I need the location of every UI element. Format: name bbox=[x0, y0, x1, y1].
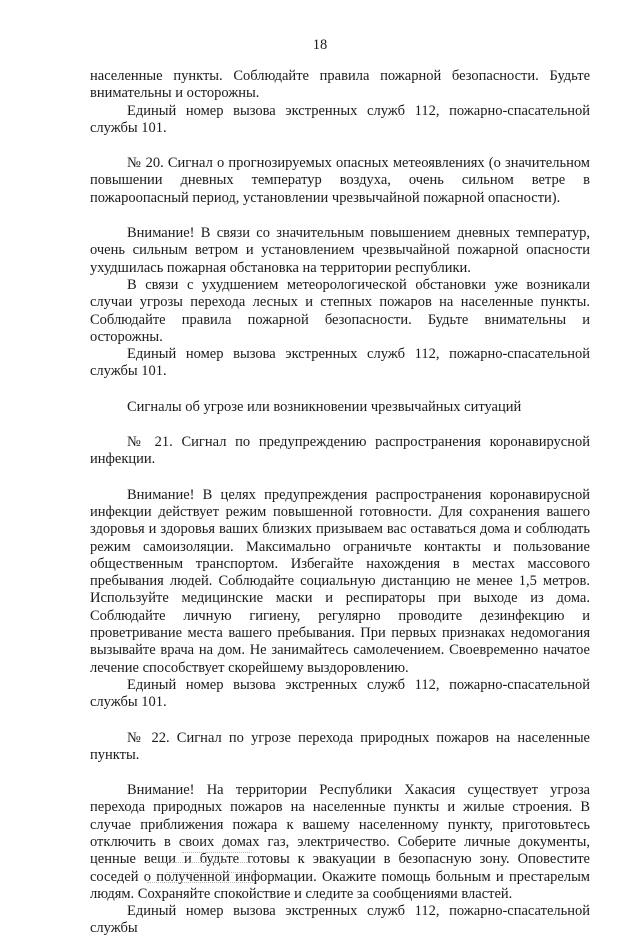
signal-20-heading: № 20. Сигнал о прогнозируемых опасных метеоявлениях (о значительном повышении дневных температур воздуха, очень сильном ветре в пожароопасный период, установлении чрезвычайной пожарной опасности). bbox=[90, 155, 590, 206]
paragraph-emergency-number: Единый номер вызова экстренных служб 112, пожарно-спасательной службы 101. bbox=[90, 676, 590, 711]
paragraph-continuation: населенные пункты. Соблюдайте правила пожарной безопасности. Будьте внимательны и осторожны. bbox=[90, 68, 590, 102]
document-body bbox=[90, 68, 590, 938]
scan-artifact bbox=[142, 848, 267, 888]
section-heading: Сигналы об угрозе или возникновении чрезвычайных ситуаций bbox=[127, 398, 522, 415]
signal-22-heading: № 22. Сигнал по угрозе перехода природных пожаров на населенные пункты. bbox=[90, 729, 590, 763]
signal-22-warning: Внимание! На территории Республики Хакасия существует угроза перехода природных пожаров на населенные пункты и жилые строения. В случае приближения пожара к вашему населенному пункту, приготовьтесь отключить в своих домах газ, электричество. Соберите личные документы, ценные вещи и будьте готовы к эвакуации в безопасную зону. Оповестите соседей о полученной информации. Окажите помощь больным и престарелым людям. Сохраняйте спокойствие и следите за сообщениями властей. bbox=[90, 782, 590, 902]
paragraph-emergency-number: Единый номер вызова экстренных служб 112, пожарно-спасательной службы 101. bbox=[90, 102, 590, 136]
signal-20-warning: Внимание! В связи со значительным повышением дневных температур, очень сильным ветром и установлением чрезвычайной пожарной опасности ухудшилась пожарная обстановка на территории республики. bbox=[90, 225, 590, 276]
signal-21-heading: № 21. Сигнал по предупреждению распространения коронавирусной инфекции. bbox=[90, 434, 590, 468]
signal-20-details: В связи с ухудшением метеорологической обстановки уже возникали случаи угрозы перехода лесных и степных пожаров на населенные пункты. Соблюдайте правила пожарной безопасности. Будьте внимательны и осторожны. bbox=[90, 276, 590, 345]
paragraph-emergency-number: Единый номер вызова экстренных служб 112, пожарно-спасательной службы 101. bbox=[90, 346, 590, 380]
page-number: 18 bbox=[312, 37, 328, 53]
signal-21-warning: Внимание! В целях предупреждения распространения коронавирусной инфекции действует режим повышенной готовности. Для сохранения вашего здоровья и здоровья ваших близких призываем вас оставаться дома и соблюдать режим самоизоляции. Максимально ограничьте контакты и пользование общественным транспортом. Избегайте нахождения в местах массового пребывания людей. Соблюдайте социальную дистанцию не менее 1,5 метров. Используйте медицинские маски и респираторы при выходе из дома. Соблюдайте личную гигиену, регулярно проводите дезинфекцию и проветривание места вашего пребывания. При первых признаках недомогания вызывайте врача на дом. Не занимайтесь самолечением. Своевременно начатое лечение способствует скорейшему выздоровлению. bbox=[90, 486, 590, 676]
paragraph-emergency-number: Единый номер вызова экстренных служб 112, пожарно-спасательной службы bbox=[90, 903, 590, 937]
